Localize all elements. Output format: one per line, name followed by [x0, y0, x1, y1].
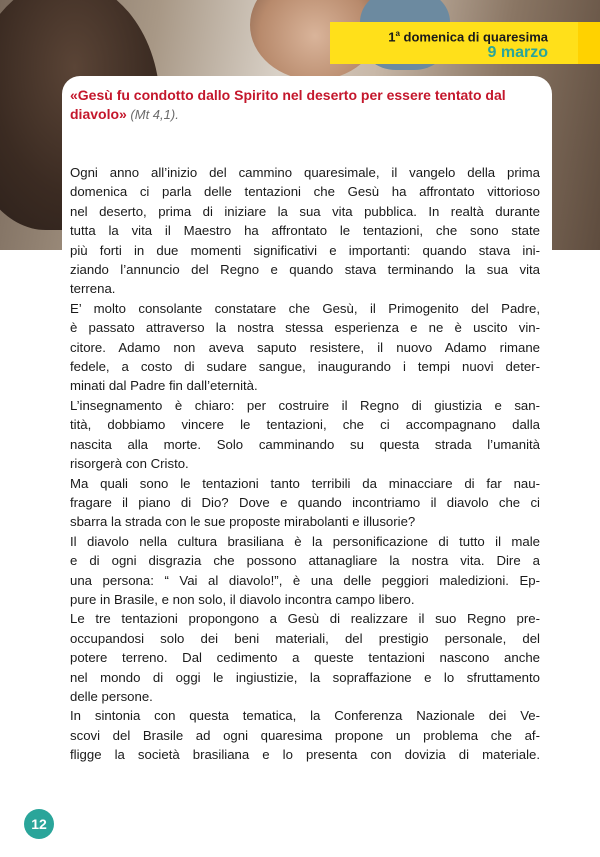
text-line: occupandosi solo dei beni materiali, del prestigio personale, del — [70, 630, 540, 646]
text-line: terrena. — [70, 281, 116, 297]
text-line: Ogni anno all’inizio del cammino quaresimale, il vangelo della prima — [70, 165, 540, 180]
gospel-quote — [70, 86, 540, 124]
text-line: tutta la vita il Maestro ha affrontato le tentazioni, che sono state — [70, 223, 540, 239]
page-number: 12 — [24, 809, 54, 839]
text-line: domenica ci parla delle tentazioni che Gesù ha affrontato vittorioso — [70, 184, 540, 200]
text-line: minati dal Padre fin dall’eternità. — [70, 378, 258, 394]
quote-reference: (Mt 4,1). — [126, 107, 179, 122]
text-line: Il diavolo nella cultura brasiliana è la personificazione di tutto il male — [70, 533, 540, 549]
text-line: è passato attraverso la nostra stessa esperienza e ne è uscito vin- — [70, 320, 540, 336]
text-line: In sintonia con questa tematica, la Conferenza Nazionale dei Ve- — [70, 708, 540, 724]
text-line: ziando l’annuncio del Regno e quando stava terminando la sua vita — [70, 262, 540, 278]
text-line: Ma quali sono le tentazioni tanto terribili da minacciare di far nau- — [70, 475, 540, 491]
text-line: fragare il piano di Dio? Dove e quando incontriamo il diavolo che ci — [70, 494, 540, 510]
sunday-date: 9 marzo — [487, 44, 548, 61]
text-line: sbarra la strada con le sue proposte mirabolanti e illusorie? — [70, 514, 416, 530]
text-line: risorgerà con Cristo. — [70, 456, 189, 472]
text-line: E’ molto consolante constatare che Gesù, il Primogenito del Padre, — [70, 300, 540, 316]
text-line: tità, dobbiamo vincere le tentazioni, che ci accompagnano dalla — [70, 417, 540, 433]
reflection-text — [70, 163, 540, 765]
text-line: citore. Adamo non aveva saputo resistere, il nuovo Adamo rimane — [70, 339, 540, 355]
text-line: scovi del Brasile ad ogni quaresima propone un problema che af- — [70, 727, 540, 743]
text-line: e di ogni disgrazia che possono attanagliare la nostra vita. Dire a — [70, 553, 540, 569]
quote-text: «Gesù fu condotto dallo Spirito nel deserto per essere tentato dal diavolo» — [70, 87, 506, 122]
text-line: nascita alla morte. Solo camminando su questa strada l’umanità — [70, 436, 540, 452]
text-line: Le tre tentazioni propongono a Gesù di realizzare il suo Regno pre- — [70, 611, 540, 627]
text-line: più forti in due momenti significativi e importanti: quando stava ini- — [70, 242, 540, 258]
text-line: nel mondo di oggi le ingiustizie, la sopraffazione e lo sfruttamento — [70, 669, 540, 685]
text-line: potere terreno. Dal cedimento a queste tentazioni nascono anche — [70, 650, 540, 666]
text-line: fedele, a costo di sudare sangue, inaugurando i tempi nuovi deter- — [70, 359, 540, 375]
text-line: pure in Brasile, e non solo, il diavolo incontra campo libero. — [70, 591, 415, 607]
band-accent — [578, 22, 600, 64]
text-line: fligge la società brasiliana e lo presenta con dovizia di materiale. — [70, 747, 540, 763]
text-line: L’insegnamento è chiaro: per costruire il Regno di giustizia e san- — [70, 397, 540, 413]
text-line: nel deserto, prima di iniziare la sua vita pubblica. In realtà durante — [70, 203, 540, 219]
text-line: una persona: “ Vai al diavolo!”, è una delle peggiori maledizioni. Ep- — [70, 572, 540, 588]
text-line: delle persone. — [70, 688, 153, 704]
sunday-title: 1$^a$ domenica di quaresima — [388, 29, 548, 45]
